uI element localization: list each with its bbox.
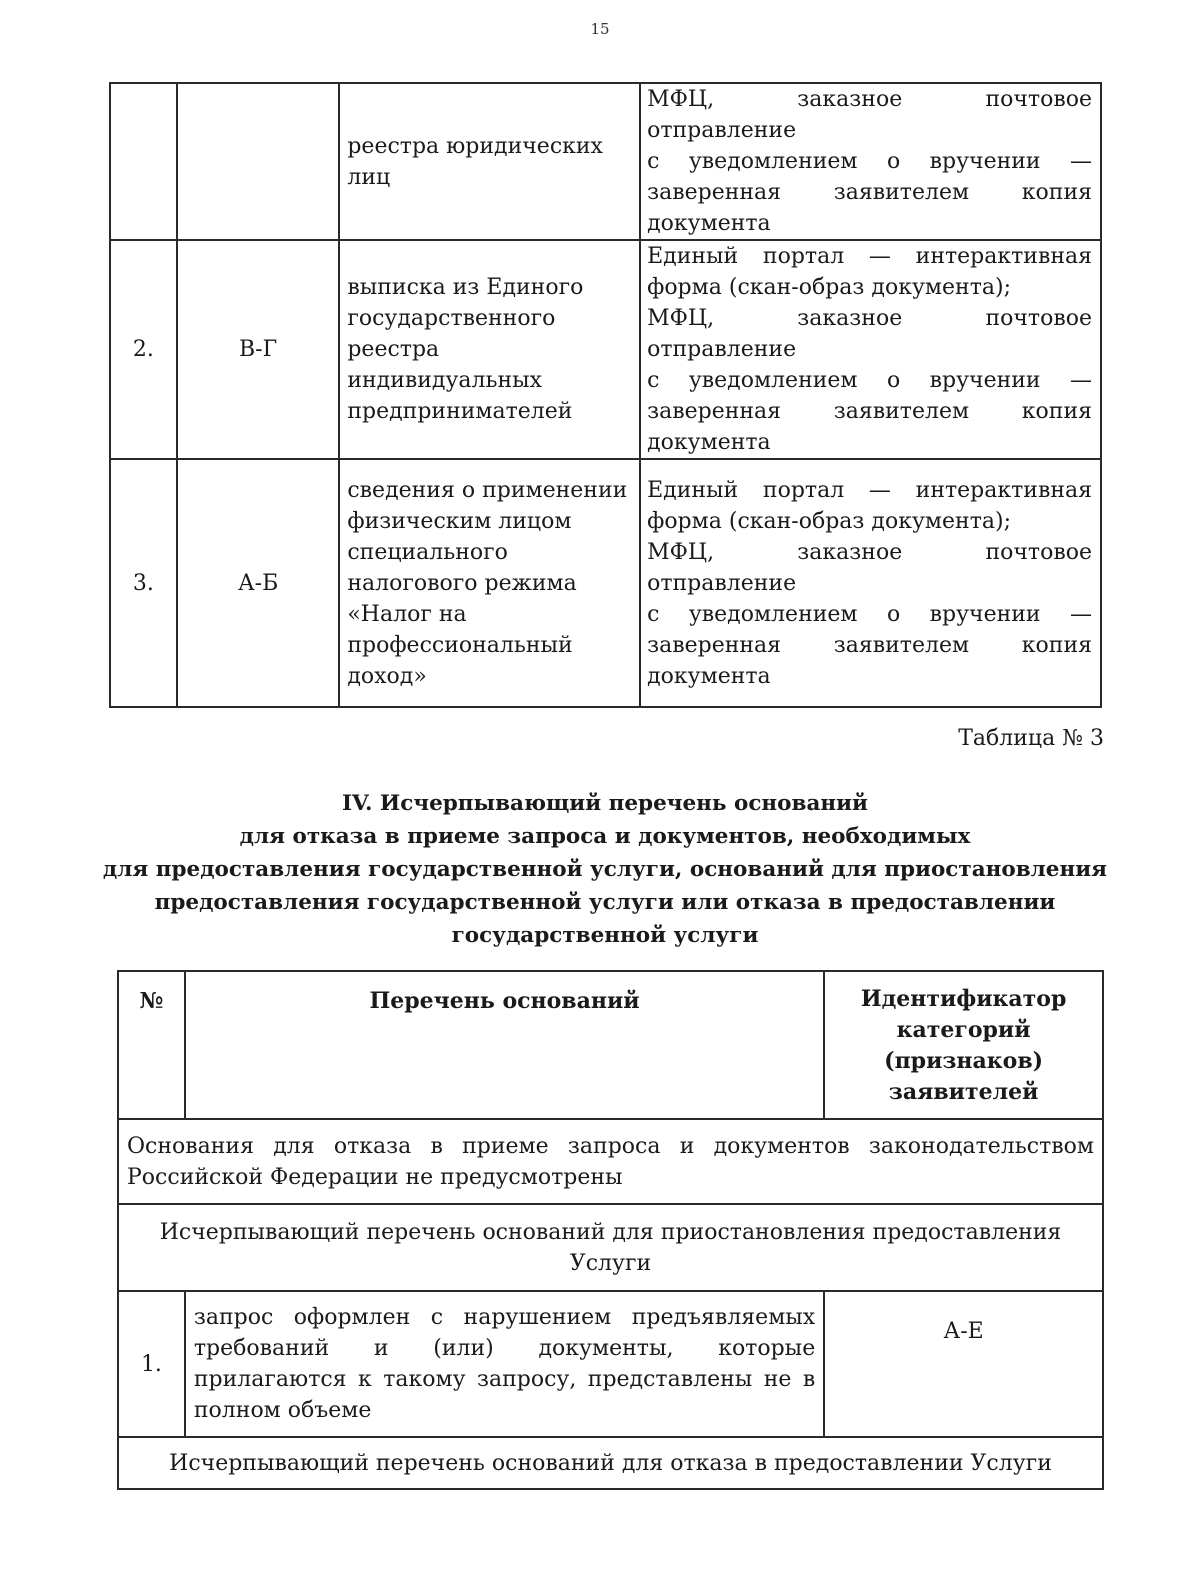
- table-row: [110, 459, 1101, 707]
- row-number: 3.: [110, 459, 177, 707]
- documents-table: [109, 82, 1102, 708]
- category-id: А-Б: [177, 459, 339, 707]
- header-number: №: [118, 971, 185, 1119]
- suspension-reason: запрос оформлен с нарушением предъявляемых требований и (или) документы, которые прилагаются к такому запросу, представлены не в полном объеме: [185, 1291, 824, 1437]
- table-header-row: [118, 971, 1103, 1119]
- grounds-table: [117, 970, 1104, 1490]
- section-heading: IV. Исчерпывающий перечень оснований для отказа в приеме запроса и документов, необходимых для предоставления государственной услуги, оснований для приостановления предоставления государственной услуги или отказа в предоставлении государственной услуги: [102, 791, 1108, 948]
- submission-method: Единый портал — интерактивная форма (скан-образ документа); МФЦ, заказное почтовое отправление с уведомлением о вручении — заверенная заявителем копия документа: [640, 240, 1101, 459]
- table-row: [110, 83, 1101, 240]
- category-id: [177, 83, 339, 240]
- table-row: [110, 240, 1101, 459]
- header-category: Идентификатор категорий (признаков) заявителей: [824, 971, 1103, 1119]
- category-id: В-Г: [177, 240, 339, 459]
- refusal-section-header: Исчерпывающий перечень оснований для отказа в предоставлении Услуги: [118, 1437, 1103, 1489]
- document-name: реестра юридических лиц: [339, 83, 640, 240]
- table-row: [118, 1437, 1103, 1489]
- submission-method: МФЦ, заказное почтовое отправление с уведомлением о вручении — заверенная заявителем копия документа: [640, 83, 1101, 240]
- header-grounds: Перечень оснований: [185, 971, 824, 1119]
- document-name: выписка из Единого государственного реестра индивидуальных предпринимателей: [339, 240, 640, 459]
- submission-method: Единый портал — интерактивная форма (скан-образ документа); МФЦ, заказное почтовое отправление с уведомлением о вручении — заверенная заявителем копия документа: [640, 459, 1101, 707]
- row-number: [110, 83, 177, 240]
- table-row: [118, 1119, 1103, 1204]
- category-id: А-Е: [824, 1291, 1103, 1437]
- table-row: [118, 1291, 1103, 1437]
- row-number: 2.: [110, 240, 177, 459]
- row-number: 1.: [118, 1291, 185, 1437]
- refusal-acceptance-note: Основания для отказа в приеме запроса и документов законодательством Российской Федерации не предусмотрены: [118, 1119, 1103, 1204]
- table-caption: Таблица № 3: [958, 726, 1104, 751]
- table-row: [118, 1204, 1103, 1291]
- page-number: 15: [590, 20, 610, 38]
- document-name: сведения о применении физическим лицом специального налогового режима «Налог на профессиональный доход»: [339, 459, 640, 707]
- suspension-section-header: Исчерпывающий перечень оснований для приостановления предоставления Услуги: [118, 1204, 1103, 1291]
